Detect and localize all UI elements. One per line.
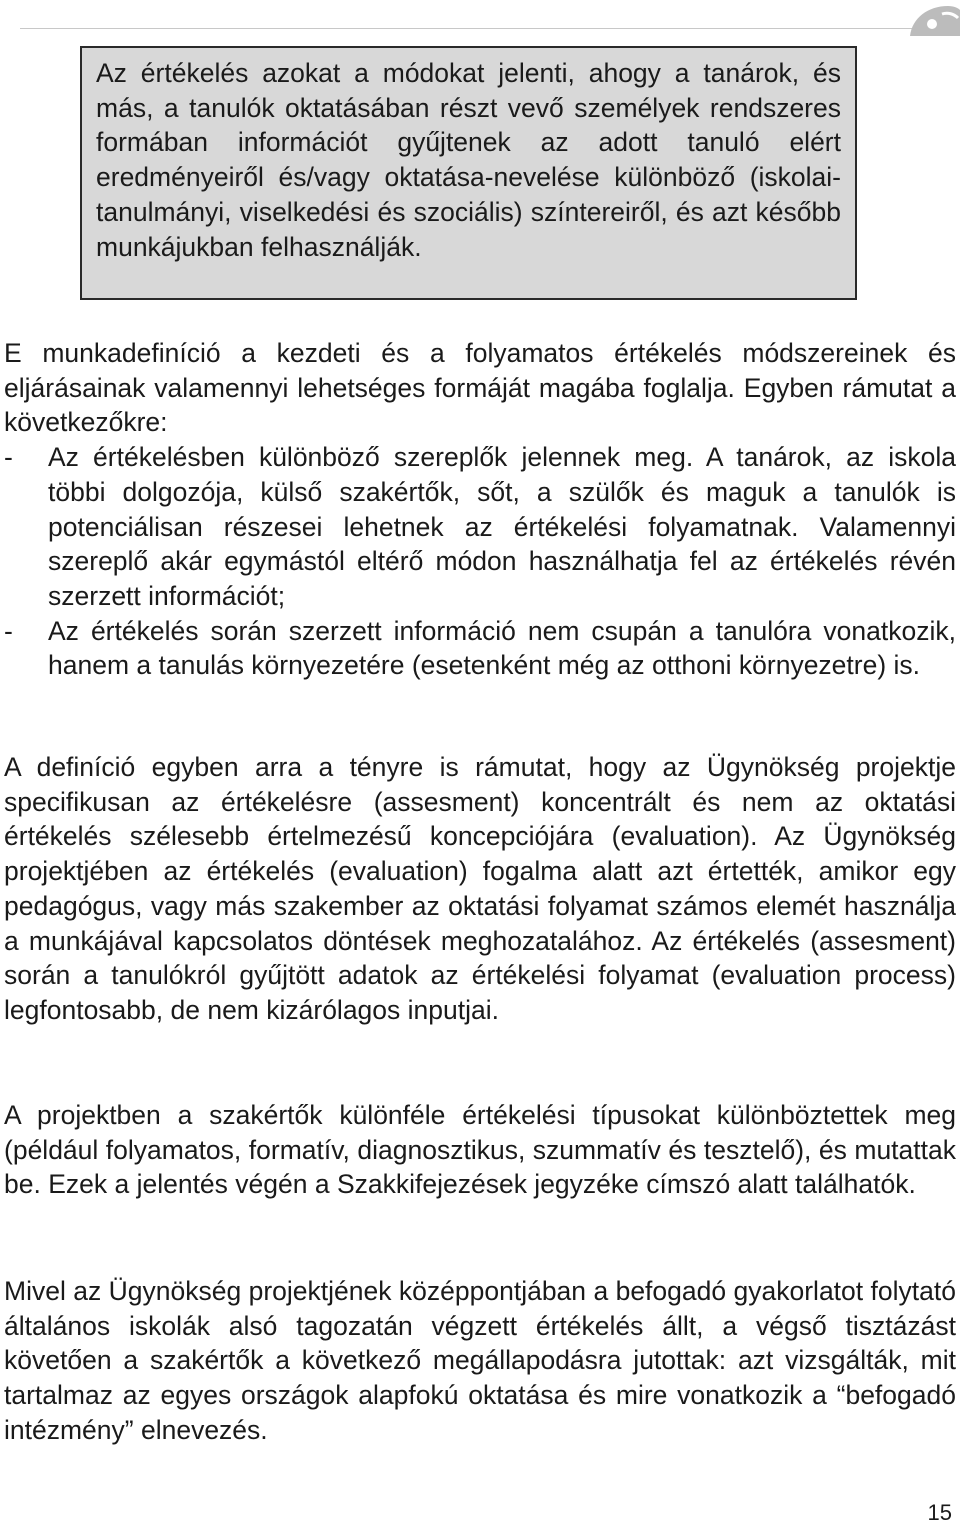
intro-section (4, 336, 956, 683)
intro-paragraph: E munkadefiníció a kezdeti és a folyamatos értékelés módszereinek és eljárásainak valamennyi lehetséges formáját magába foglalja. Egyben rámutat a következőkre: (4, 338, 956, 438)
definition-box (80, 46, 857, 300)
bullet-dash: - (4, 615, 13, 646)
agency-logo-icon (902, 0, 960, 36)
bullet-dash: - (4, 442, 13, 473)
definition-text: Az értékelés azokat a módokat jelenti, ahogy a tanárok, és más, a tanulók oktatásában részt vevő személyek rendszeres formában információt gyűjtenek az adott tanuló elért eredményeiről és/vagy oktatása-nevelése különböző (iskolai-tanulmányi, viselkedési és szociális) színtereiről, és azt később munkájukban felhasználják. (96, 58, 841, 262)
list-item (4, 614, 956, 683)
bullet-text: Az értékelés során szerzett információ nem csupán a tanulóra vonatkozik, hanem a tanulás környezetére (esetenként még az otthoni környezetre) is. (48, 615, 956, 681)
list-item (4, 440, 956, 614)
paragraph-project-focus: Mivel az Ügynökség projektjének középpontjában a befogadó gyakorlatot folytató általános iskolák alsó tagozatán végzett értékelés állt, a végső tisztázást követően a szakértők a következő megállapodásra jutottak: azt vizsgálták, mit tartalmaz az egyes országok alapfokú oktatása és mire vonatkozik a “befogadó intézmény” elnevezés. (4, 1276, 956, 1445)
bullet-text: Az értékelésben különböző szereplők jelennek meg. A tanárok, az iskola többi dolgozója, külső szakértők, sőt, a szülők és maguk a tanulók is potenciálisan részesei lehetnek az értékelési folyamatnak. Valamennyi szereplő akár egymástól eltérő módon használhatja fel az értékelés révén szerzett információt; (48, 442, 956, 611)
paragraph-definition: A definíció egyben arra a tényre is rámutat, hogy az Ügynökség projektje specifikusan az értékelésre (assesment) koncentrált és nem az oktatási értékelés szélesebb értelmezésű koncepciójára (evaluation). Az Ügynökség projektjében az értékelés (evaluation) fogalma alatt azt értették, amikor egy pedagógus, vagy más szakember az oktatási folyamat számos elemét használja a munkájával kapcsolatos döntések meghozatalához. Az értékelés (assesment) során a tanulókról gyűjtött adatok az értékelési folyamat (evaluation process) legfontosabb, de nem kizárólagos inputjai. (4, 752, 956, 1025)
header-rule (20, 28, 925, 29)
page-number: 15 (927, 1500, 952, 1525)
bullet-list (4, 440, 956, 683)
paragraph-assessment-types: A projektben a szakértők különféle értékelési típusokat különböztettek meg (például folyamatos, formatív, diagnosztikus, szummatív és tesztelő), és mutattak be. Ezek a jelentés végén a Szakkifejezések jegyzéke címszó alatt találhatók. (4, 1100, 956, 1200)
